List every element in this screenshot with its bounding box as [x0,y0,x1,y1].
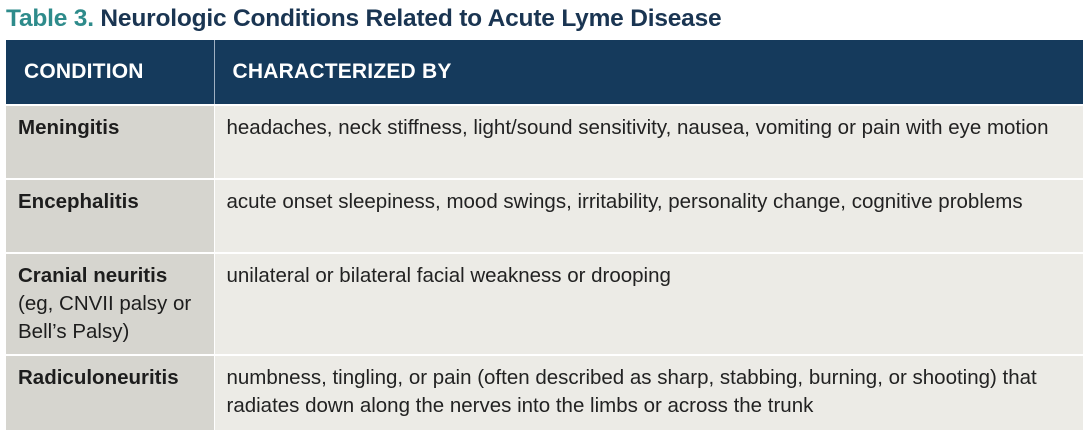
header-row [6,40,1083,105]
table-number: Table 3. [6,5,94,32]
table-row [6,253,1083,355]
conditions-table [6,40,1083,430]
table-row [6,105,1083,179]
description-cell: unilateral or bilateral facial weakness or drooping [214,253,1083,355]
table-row [6,355,1083,430]
table-body [6,105,1083,430]
condition-name: Radiculoneuritis [18,366,179,389]
header-condition: CONDITION [6,40,214,105]
table-caption [6,4,721,34]
condition-note: (eg, CNVII palsy or Bell’s Palsy) [18,292,192,343]
description-cell: acute onset sleepiness, mood swings, irritability, personality change, cognitive problems [214,179,1083,253]
condition-cell [6,105,214,179]
condition-name: Meningitis [18,116,120,139]
table-title: Neurologic Conditions Related to Acute Lyme Disease [100,5,722,32]
description-cell: headaches, neck stiffness, light/sound sensitivity, nausea, vomiting or pain with eye motion [214,105,1083,179]
description-cell: numbness, tingling, or pain (often described as sharp, stabbing, burning, or shooting) that radiates down along the nerves into the limbs or across the trunk [214,355,1083,430]
table-row [6,179,1083,253]
header-characterized-by: CHARACTERIZED BY [214,40,1083,105]
condition-name: Cranial neuritis [18,264,168,287]
condition-name: Encephalitis [18,190,139,213]
condition-cell [6,355,214,430]
condition-cell [6,179,214,253]
table-header [6,40,1083,105]
condition-cell [6,253,214,355]
